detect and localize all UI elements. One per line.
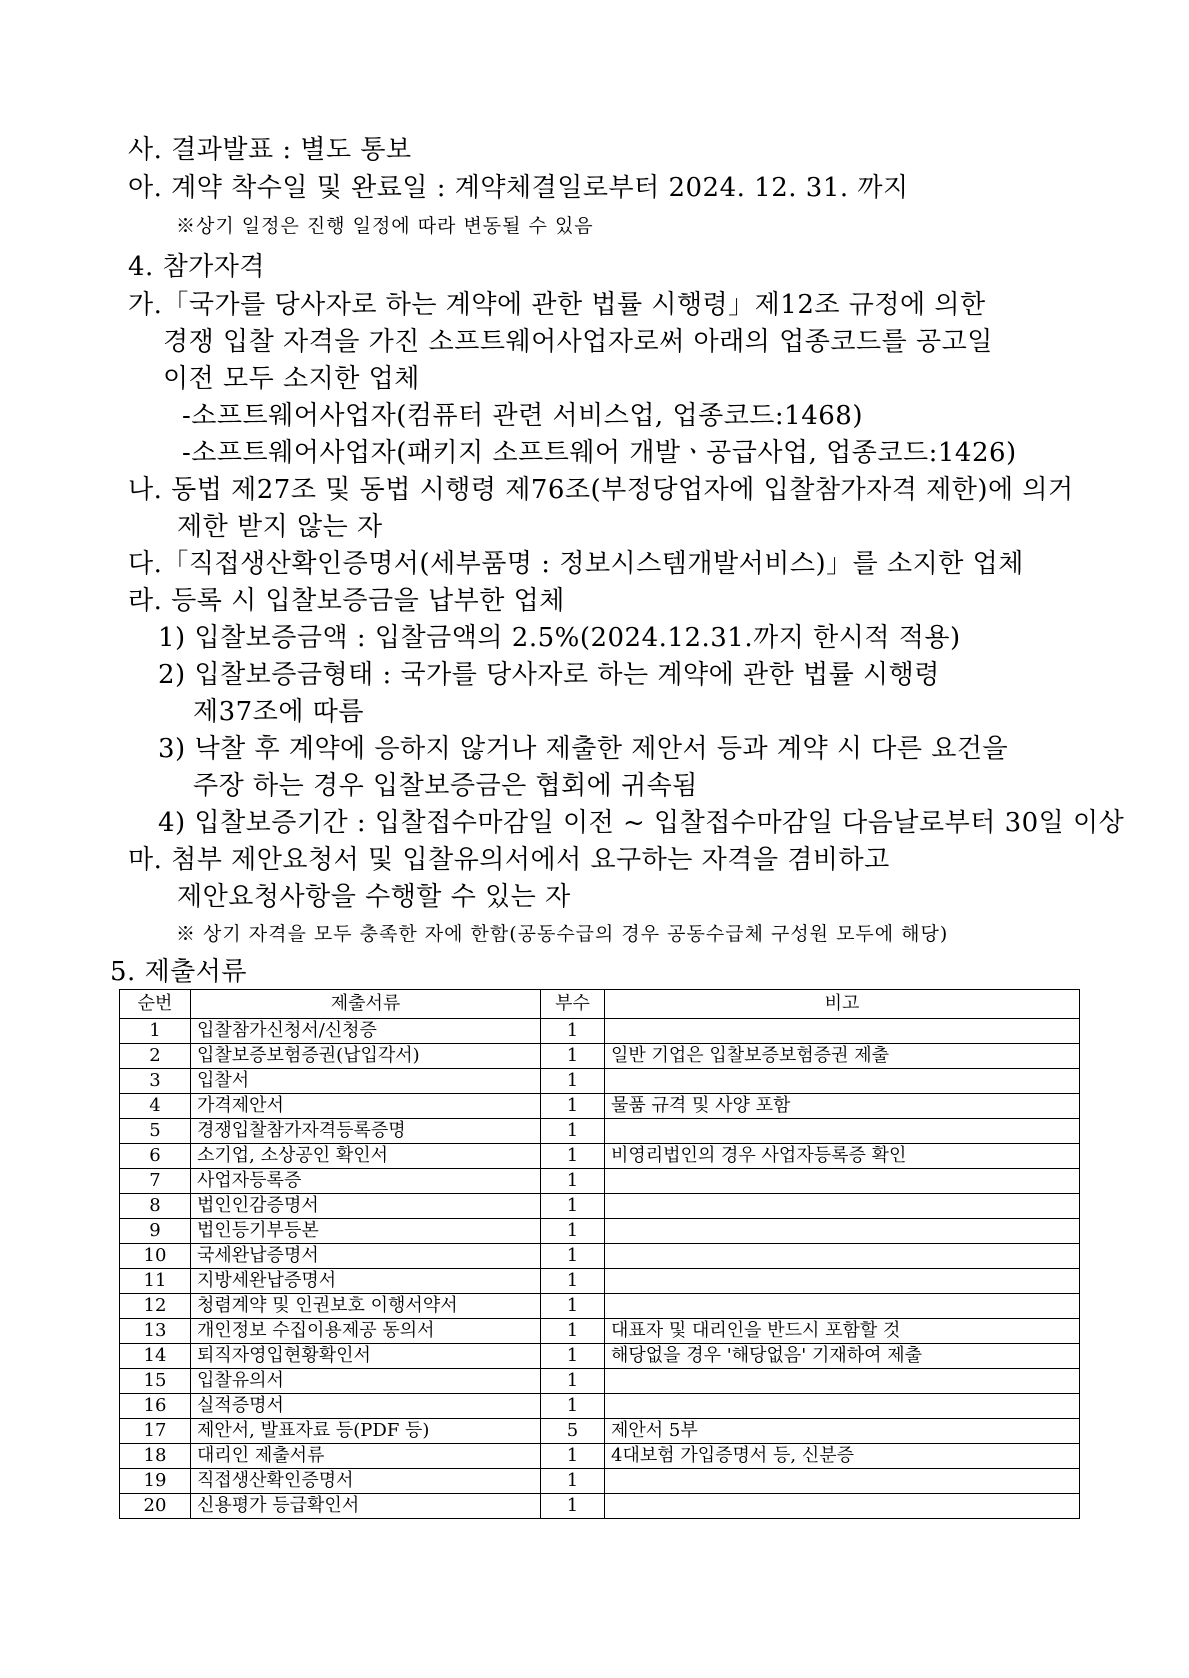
submission-documents-table xyxy=(119,989,1080,1519)
cell-copies: 1 xyxy=(541,1494,605,1519)
doc-line: 제37조에 따름 xyxy=(193,697,364,727)
cell-no: 5 xyxy=(120,1119,191,1144)
cell-copies: 5 xyxy=(541,1419,605,1444)
cell-document: 입찰참가신청서/신청증 xyxy=(191,1019,541,1044)
cell-document: 경쟁입찰참가자격등록증명 xyxy=(191,1119,541,1144)
section-heading: 5. 제출서류 xyxy=(110,957,248,987)
doc-line: 경쟁 입찰 자격을 가진 소프트웨어사업자로써 아래의 업종코드를 공고일 xyxy=(163,327,993,357)
cell-document: 입찰유의서 xyxy=(191,1369,541,1394)
doc-line: -소프트웨어사업자(컴퓨터 관련 서비스업, 업종코드:1468) xyxy=(182,401,863,431)
doc-line: 제안요청사항을 수행할 수 있는 자 xyxy=(177,882,571,912)
cell-copies: 1 xyxy=(541,1119,605,1144)
cell-no: 18 xyxy=(120,1444,191,1469)
cell-no: 15 xyxy=(120,1369,191,1394)
table-row xyxy=(120,1044,1080,1069)
cell-no: 12 xyxy=(120,1294,191,1319)
cell-no: 17 xyxy=(120,1419,191,1444)
cell-remarks xyxy=(605,1494,1080,1519)
doc-line: 4) 입찰보증기간 : 입찰접수마감일 이전 ~ 입찰접수마감일 다음날로부터 30일 이상 xyxy=(158,808,1125,838)
cell-document: 국세완납증명서 xyxy=(191,1244,541,1269)
doc-line: 2) 입찰보증금형태 : 국가를 당사자로 하는 계약에 관한 법률 시행령 xyxy=(158,660,940,690)
cell-remarks: 해당없을 경우 '해당없음' 기재하여 제출 xyxy=(605,1344,1080,1369)
doc-note: ※상기 일정은 진행 일정에 따라 변동될 수 있음 xyxy=(176,215,594,237)
cell-no: 8 xyxy=(120,1194,191,1219)
doc-line: 아. 계약 착수일 및 완료일 : 계약체결일로부터 2024. 12. 31. 까지 xyxy=(128,173,909,203)
header-no: 순번 xyxy=(120,990,191,1019)
cell-no: 4 xyxy=(120,1094,191,1119)
cell-copies: 1 xyxy=(541,1269,605,1294)
cell-no: 11 xyxy=(120,1269,191,1294)
cell-no: 10 xyxy=(120,1244,191,1269)
cell-copies: 1 xyxy=(541,1044,605,1069)
cell-remarks xyxy=(605,1369,1080,1394)
cell-no: 20 xyxy=(120,1494,191,1519)
cell-document: 입찰서 xyxy=(191,1069,541,1094)
cell-copies: 1 xyxy=(541,1469,605,1494)
doc-line: 마. 첨부 제안요청서 및 입찰유의서에서 요구하는 자격을 겸비하고 xyxy=(128,845,890,875)
cell-no: 3 xyxy=(120,1069,191,1094)
cell-document: 소기업, 소상공인 확인서 xyxy=(191,1144,541,1169)
table-row xyxy=(120,1269,1080,1294)
cell-remarks xyxy=(605,1469,1080,1494)
doc-line: 3) 낙찰 후 계약에 응하지 않거나 제출한 제안서 등과 계약 시 다른 요건을 xyxy=(158,734,1009,764)
table-row xyxy=(120,1419,1080,1444)
cell-no: 9 xyxy=(120,1219,191,1244)
cell-no: 14 xyxy=(120,1344,191,1369)
table-row xyxy=(120,1494,1080,1519)
table-row xyxy=(120,1444,1080,1469)
cell-copies: 1 xyxy=(541,1144,605,1169)
cell-remarks xyxy=(605,1169,1080,1194)
cell-copies: 1 xyxy=(541,1094,605,1119)
header-remarks: 비고 xyxy=(605,990,1080,1019)
cell-no: 1 xyxy=(120,1019,191,1044)
table-row xyxy=(120,1319,1080,1344)
cell-document: 입찰보증보험증권(납입각서) xyxy=(191,1044,541,1069)
cell-copies: 1 xyxy=(541,1169,605,1194)
doc-line: 사. 결과발표 : 별도 통보 xyxy=(128,135,412,165)
cell-remarks xyxy=(605,1119,1080,1144)
cell-document: 퇴직자영입현황확인서 xyxy=(191,1344,541,1369)
cell-document: 직접생산확인증명서 xyxy=(191,1469,541,1494)
table-header-row xyxy=(120,990,1080,1019)
cell-no: 13 xyxy=(120,1319,191,1344)
cell-document: 실적증명서 xyxy=(191,1394,541,1419)
doc-note: ※ 상기 자격을 모두 충족한 자에 한함(공동수급의 경우 공동수급체 구성원 모두에 해당) xyxy=(176,923,949,945)
cell-document: 법인인감증명서 xyxy=(191,1194,541,1219)
table-row xyxy=(120,1119,1080,1144)
cell-document: 신용평가 등급확인서 xyxy=(191,1494,541,1519)
cell-document: 가격제안서 xyxy=(191,1094,541,1119)
cell-copies: 1 xyxy=(541,1319,605,1344)
doc-line: 1) 입찰보증금액 : 입찰금액의 2.5%(2024.12.31.까지 한시적 적용) xyxy=(158,623,961,653)
doc-line: 다.「직접생산확인증명서(세부품명 : 정보시스템개발서비스)」를 소지한 업체 xyxy=(128,549,1024,579)
table-row xyxy=(120,1469,1080,1494)
cell-remarks xyxy=(605,1194,1080,1219)
cell-document: 사업자등록증 xyxy=(191,1169,541,1194)
cell-copies: 1 xyxy=(541,1369,605,1394)
cell-copies: 1 xyxy=(541,1194,605,1219)
cell-document: 제안서, 발표자료 등(PDF 등) xyxy=(191,1419,541,1444)
cell-remarks: 제안서 5부 xyxy=(605,1419,1080,1444)
cell-remarks xyxy=(605,1219,1080,1244)
table-row xyxy=(120,1169,1080,1194)
cell-remarks xyxy=(605,1069,1080,1094)
doc-line: 주장 하는 경우 입찰보증금은 협회에 귀속됨 xyxy=(193,771,698,801)
cell-copies: 1 xyxy=(541,1294,605,1319)
cell-copies: 1 xyxy=(541,1244,605,1269)
cell-remarks: 대표자 및 대리인을 반드시 포함할 것 xyxy=(605,1319,1080,1344)
table-row xyxy=(120,1144,1080,1169)
cell-remarks xyxy=(605,1244,1080,1269)
cell-copies: 1 xyxy=(541,1394,605,1419)
doc-line: 나. 동법 제27조 및 동법 시행령 제76조(부정당업자에 입찰참가자격 제한)에 의거 xyxy=(128,475,1074,505)
table-row xyxy=(120,1019,1080,1044)
cell-copies: 1 xyxy=(541,1019,605,1044)
cell-document: 청렴계약 및 인권보호 이행서약서 xyxy=(191,1294,541,1319)
doc-line: 가.「국가를 당사자로 하는 계약에 관한 법률 시행령」제12조 규정에 의한 xyxy=(128,290,986,320)
cell-remarks xyxy=(605,1269,1080,1294)
cell-remarks: 물품 규격 및 사양 포함 xyxy=(605,1094,1080,1119)
table-row xyxy=(120,1219,1080,1244)
doc-line: 제한 받지 않는 자 xyxy=(177,512,383,542)
header-document: 제출서류 xyxy=(191,990,541,1019)
header-copies: 부수 xyxy=(541,990,605,1019)
table-row xyxy=(120,1394,1080,1419)
cell-no: 16 xyxy=(120,1394,191,1419)
cell-no: 19 xyxy=(120,1469,191,1494)
cell-copies: 1 xyxy=(541,1444,605,1469)
doc-line: 라. 등록 시 입찰보증금을 납부한 업체 xyxy=(128,586,565,616)
cell-remarks xyxy=(605,1394,1080,1419)
cell-copies: 1 xyxy=(541,1219,605,1244)
table-row xyxy=(120,1294,1080,1319)
cell-remarks: 일반 기업은 입찰보증보험증권 제출 xyxy=(605,1044,1080,1069)
cell-remarks xyxy=(605,1294,1080,1319)
section-heading: 4. 참가자격 xyxy=(128,252,266,282)
cell-remarks xyxy=(605,1019,1080,1044)
cell-document: 대리인 제출서류 xyxy=(191,1444,541,1469)
cell-remarks: 비영리법인의 경우 사업자등록증 확인 xyxy=(605,1144,1080,1169)
cell-copies: 1 xyxy=(541,1344,605,1369)
table-row xyxy=(120,1244,1080,1269)
table-row xyxy=(120,1369,1080,1394)
cell-remarks: 4대보험 가입증명서 등, 신분증 xyxy=(605,1444,1080,1469)
table-row xyxy=(120,1094,1080,1119)
table-row xyxy=(120,1069,1080,1094)
cell-document: 개인정보 수집이용제공 동의서 xyxy=(191,1319,541,1344)
cell-document: 지방세완납증명서 xyxy=(191,1269,541,1294)
doc-line: -소프트웨어사업자(패키지 소프트웨어 개발ㆍ공급사업, 업종코드:1426) xyxy=(182,438,1017,468)
cell-no: 7 xyxy=(120,1169,191,1194)
cell-no: 2 xyxy=(120,1044,191,1069)
cell-no: 6 xyxy=(120,1144,191,1169)
cell-copies: 1 xyxy=(541,1069,605,1094)
table-row xyxy=(120,1344,1080,1369)
table-row xyxy=(120,1194,1080,1219)
cell-document: 법인등기부등본 xyxy=(191,1219,541,1244)
doc-line: 이전 모두 소지한 업체 xyxy=(163,364,420,394)
